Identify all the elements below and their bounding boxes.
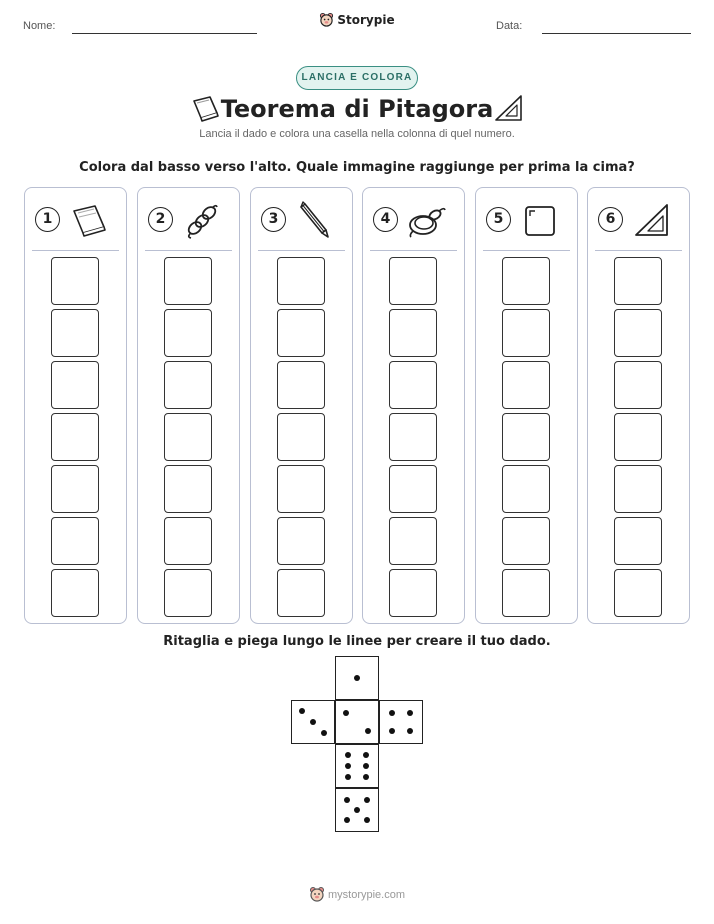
column-number: 1 bbox=[35, 207, 60, 232]
dice-dot bbox=[344, 797, 350, 803]
color-cell[interactable] bbox=[51, 517, 99, 565]
square-icon bbox=[520, 201, 560, 241]
dice-face-3 bbox=[291, 700, 335, 744]
color-cell[interactable] bbox=[502, 569, 550, 617]
dice-dot bbox=[354, 807, 360, 813]
color-cell[interactable] bbox=[277, 569, 325, 617]
dice-dot bbox=[364, 797, 370, 803]
dice-dot bbox=[345, 752, 351, 758]
color-cell[interactable] bbox=[389, 465, 437, 513]
column-2 bbox=[137, 187, 240, 624]
color-cell[interactable] bbox=[502, 257, 550, 305]
column-number: 3 bbox=[261, 207, 286, 232]
color-cell[interactable] bbox=[164, 257, 212, 305]
date-label: Data: bbox=[496, 20, 523, 32]
color-cell[interactable] bbox=[164, 465, 212, 513]
rope-icon bbox=[182, 201, 222, 241]
pencil-icon bbox=[295, 201, 335, 241]
dice-dot bbox=[365, 728, 371, 734]
color-cell[interactable] bbox=[614, 309, 662, 357]
color-cell[interactable] bbox=[502, 361, 550, 409]
eraser-icon bbox=[69, 201, 109, 241]
column-number: 6 bbox=[598, 207, 623, 232]
brand-name: Storypie bbox=[337, 13, 395, 27]
column-3 bbox=[250, 187, 353, 624]
dice-dot bbox=[407, 710, 413, 716]
title-row bbox=[0, 92, 714, 126]
storypie-logo-icon bbox=[309, 886, 325, 902]
dice-dot bbox=[363, 752, 369, 758]
set-square-icon bbox=[493, 93, 525, 123]
subtitle: Lancia il dado e colora una casella nella colonna di quel numero. bbox=[199, 128, 515, 140]
dice-dot bbox=[389, 728, 395, 734]
column-6 bbox=[587, 187, 690, 624]
color-cell[interactable] bbox=[614, 517, 662, 565]
dice-dot bbox=[321, 730, 327, 736]
dice-dot bbox=[354, 675, 360, 681]
dice-dot bbox=[345, 763, 351, 769]
color-cell[interactable] bbox=[51, 257, 99, 305]
page-title: Teorema di Pitagora bbox=[220, 95, 494, 123]
instruction: Colora dal basso verso l'alto. Quale immagine raggiunge per prima la cima? bbox=[79, 160, 635, 175]
dice-dot bbox=[345, 774, 351, 780]
dice-dot bbox=[364, 817, 370, 823]
name-label: Nome: bbox=[23, 20, 56, 32]
column-header bbox=[138, 188, 239, 250]
dice-dot bbox=[344, 817, 350, 823]
date-line[interactable] bbox=[542, 33, 691, 34]
color-cell[interactable] bbox=[51, 569, 99, 617]
color-cell[interactable] bbox=[389, 569, 437, 617]
column-header bbox=[588, 188, 689, 250]
color-cell[interactable] bbox=[389, 413, 437, 461]
color-cell[interactable] bbox=[164, 517, 212, 565]
column-divider bbox=[145, 250, 232, 251]
column-header bbox=[363, 188, 464, 250]
color-cell[interactable] bbox=[277, 517, 325, 565]
dice-dot bbox=[310, 719, 316, 725]
color-cell[interactable] bbox=[614, 413, 662, 461]
name-line[interactable] bbox=[72, 33, 257, 34]
color-cell[interactable] bbox=[164, 309, 212, 357]
color-cell[interactable] bbox=[164, 569, 212, 617]
column-5 bbox=[475, 187, 578, 624]
activity-badge: LANCIA E COLORA bbox=[296, 66, 418, 90]
dice-face-5 bbox=[335, 788, 379, 832]
rope-coil-icon bbox=[407, 201, 447, 241]
column-divider bbox=[483, 250, 570, 251]
color-cell[interactable] bbox=[389, 309, 437, 357]
dice-dot bbox=[389, 710, 395, 716]
column-header bbox=[251, 188, 352, 250]
column-header bbox=[476, 188, 577, 250]
column-header bbox=[25, 188, 126, 250]
color-cell[interactable] bbox=[51, 413, 99, 461]
color-cell[interactable] bbox=[389, 361, 437, 409]
color-cell[interactable] bbox=[614, 257, 662, 305]
color-cell[interactable] bbox=[502, 309, 550, 357]
column-number: 5 bbox=[486, 207, 511, 232]
color-cell[interactable] bbox=[51, 465, 99, 513]
dice-dot bbox=[299, 708, 305, 714]
dice-dot bbox=[363, 763, 369, 769]
dice-dot bbox=[343, 710, 349, 716]
color-cell[interactable] bbox=[614, 569, 662, 617]
column-number: 2 bbox=[148, 207, 173, 232]
storypie-logo-icon bbox=[319, 12, 334, 27]
column-divider bbox=[32, 250, 119, 251]
color-cell[interactable] bbox=[502, 517, 550, 565]
color-cell[interactable] bbox=[277, 465, 325, 513]
dice-dot bbox=[363, 774, 369, 780]
column-number: 4 bbox=[373, 207, 398, 232]
color-cell[interactable] bbox=[502, 465, 550, 513]
color-cell[interactable] bbox=[389, 517, 437, 565]
dice-face-1 bbox=[335, 656, 379, 700]
color-cell[interactable] bbox=[389, 257, 437, 305]
color-cell[interactable] bbox=[51, 309, 99, 357]
color-cell[interactable] bbox=[614, 361, 662, 409]
brand bbox=[0, 12, 714, 27]
color-cell[interactable] bbox=[277, 309, 325, 357]
color-cell[interactable] bbox=[164, 413, 212, 461]
color-cell[interactable] bbox=[51, 361, 99, 409]
cut-instruction: Ritaglia e piega lungo le linee per creare il tuo dado. bbox=[163, 634, 551, 649]
color-cell[interactable] bbox=[277, 361, 325, 409]
column-4 bbox=[362, 187, 465, 624]
column-divider bbox=[258, 250, 345, 251]
dice-face-2 bbox=[335, 700, 379, 744]
column-divider bbox=[595, 250, 682, 251]
color-cell[interactable] bbox=[164, 361, 212, 409]
footer-url[interactable]: mystorypie.com bbox=[327, 889, 406, 901]
dice-dot bbox=[407, 728, 413, 734]
color-cell[interactable] bbox=[614, 465, 662, 513]
color-cell[interactable] bbox=[277, 257, 325, 305]
column-divider bbox=[370, 250, 457, 251]
dice-face-4 bbox=[379, 700, 423, 744]
dice-face-6 bbox=[335, 744, 379, 788]
color-cell[interactable] bbox=[277, 413, 325, 461]
footer bbox=[0, 886, 714, 902]
color-cell[interactable] bbox=[502, 413, 550, 461]
set-square-icon bbox=[632, 201, 672, 241]
column-1 bbox=[24, 187, 127, 624]
